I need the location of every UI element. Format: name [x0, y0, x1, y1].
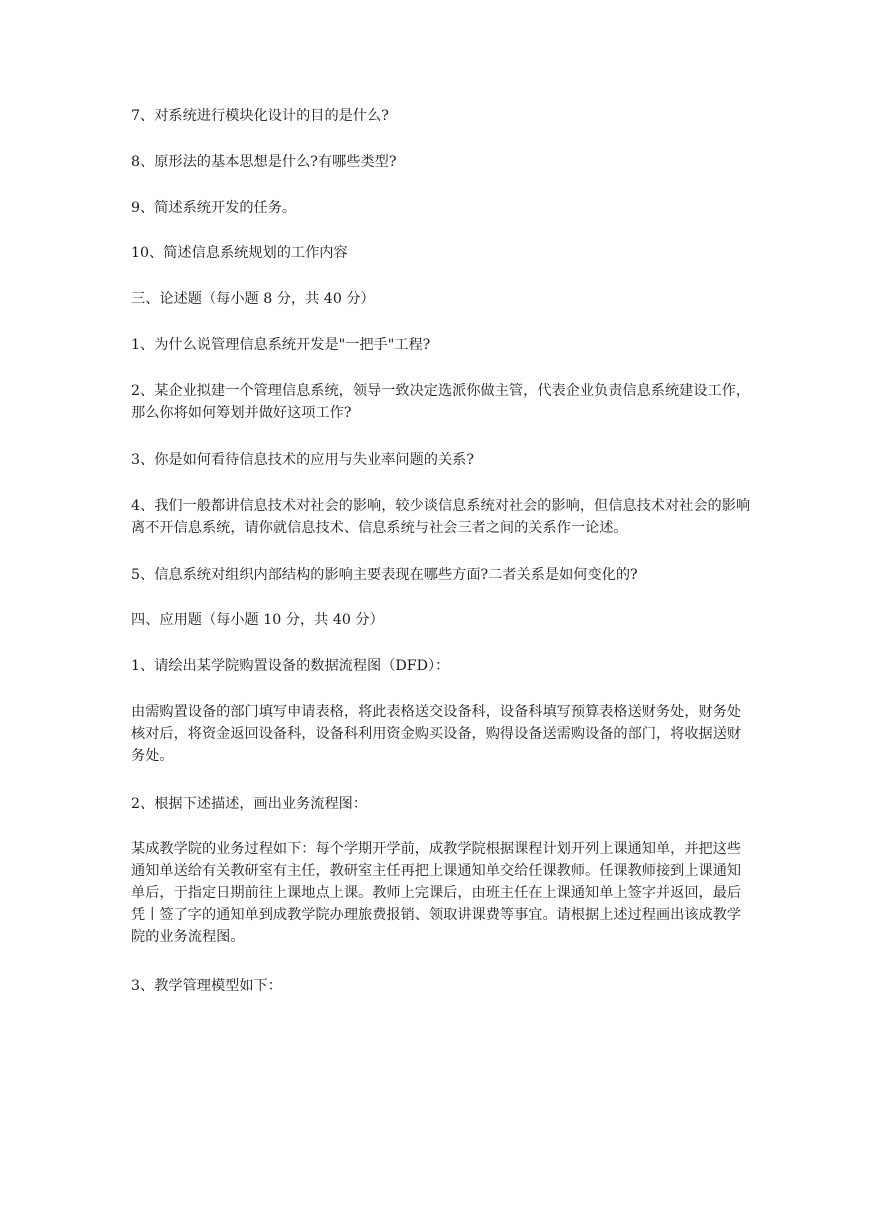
essay-question-1: 1、为什么说管理信息系统开发是"一把手"工程? [131, 337, 431, 353]
essay-question-5: 5、信息系统对组织内部结构的影响主要表现在哪些方面?二者关系是如何变化的? [131, 567, 638, 583]
essay-question-2: 2、某企业拟建一个管理信息系统，领导一致决定选派你做主管，代表企业负责信息系统建设工作，那么你将如何筹划并做好这项工作? [131, 383, 751, 421]
application-question-3: 3、教学管理模型如下： [131, 978, 282, 994]
section-heading-essay: 三、论述题（每小题 8 分，共 40 分） [131, 291, 375, 307]
question-9: 9、简述系统开发的任务。 [131, 200, 297, 216]
application-question-1-description: 由需购置设备的部门填写申请表格，将此表格送交设备科，设备科填写预算表格送财务处，财务处核对后，将资金返回设备科，设备科利用资金购买设备，购得设备送需购设备的部门，将收据送财务处。 [131, 704, 742, 764]
question-7: 7、对系统进行模块化设计的目的是什么? [131, 108, 389, 124]
application-question-1: 1、请绘出某学院购置设备的数据流程图（DFD）： [131, 658, 450, 674]
essay-question-3: 3、你是如何看待信息技术的应用与失业率问题的关系? [131, 452, 474, 468]
question-8: 8、原形法的基本思想是什么?有哪些类型? [131, 154, 397, 170]
essay-question-4: 4、我们一般都讲信息技术对社会的影响，较少谈信息系统对社会的影响，但信息技术对社会的影响离不开信息系统，请你就信息技术、信息系统与社会三者之间的关系作一论述。 [131, 498, 751, 536]
question-10: 10、简述信息系统规划的工作内容 [131, 245, 348, 261]
application-question-2: 2、根据下述描述，画出业务流程图： [131, 796, 368, 812]
application-question-2-description: 某成教学院的业务过程如下：每个学期开学前，成教学院根据课程计划开列上课通知单，并把这些通知单送给有关教研室有主任，教研室主任再把上课通知单交给任课教师。任课教师接到上课通知单后，于指定日期前往上课地点上课。教师上完课后，由班主任在上课通知单上签字并返回，最后凭丨签了字的通知单到成教学院办理旅费报销、领取讲课费等事宜。请根据上述过程画出该成教学院的业务流程图。 [131, 841, 742, 945]
section-heading-application: 四、应用题（每小题 10 分，共 40 分） [131, 612, 384, 628]
